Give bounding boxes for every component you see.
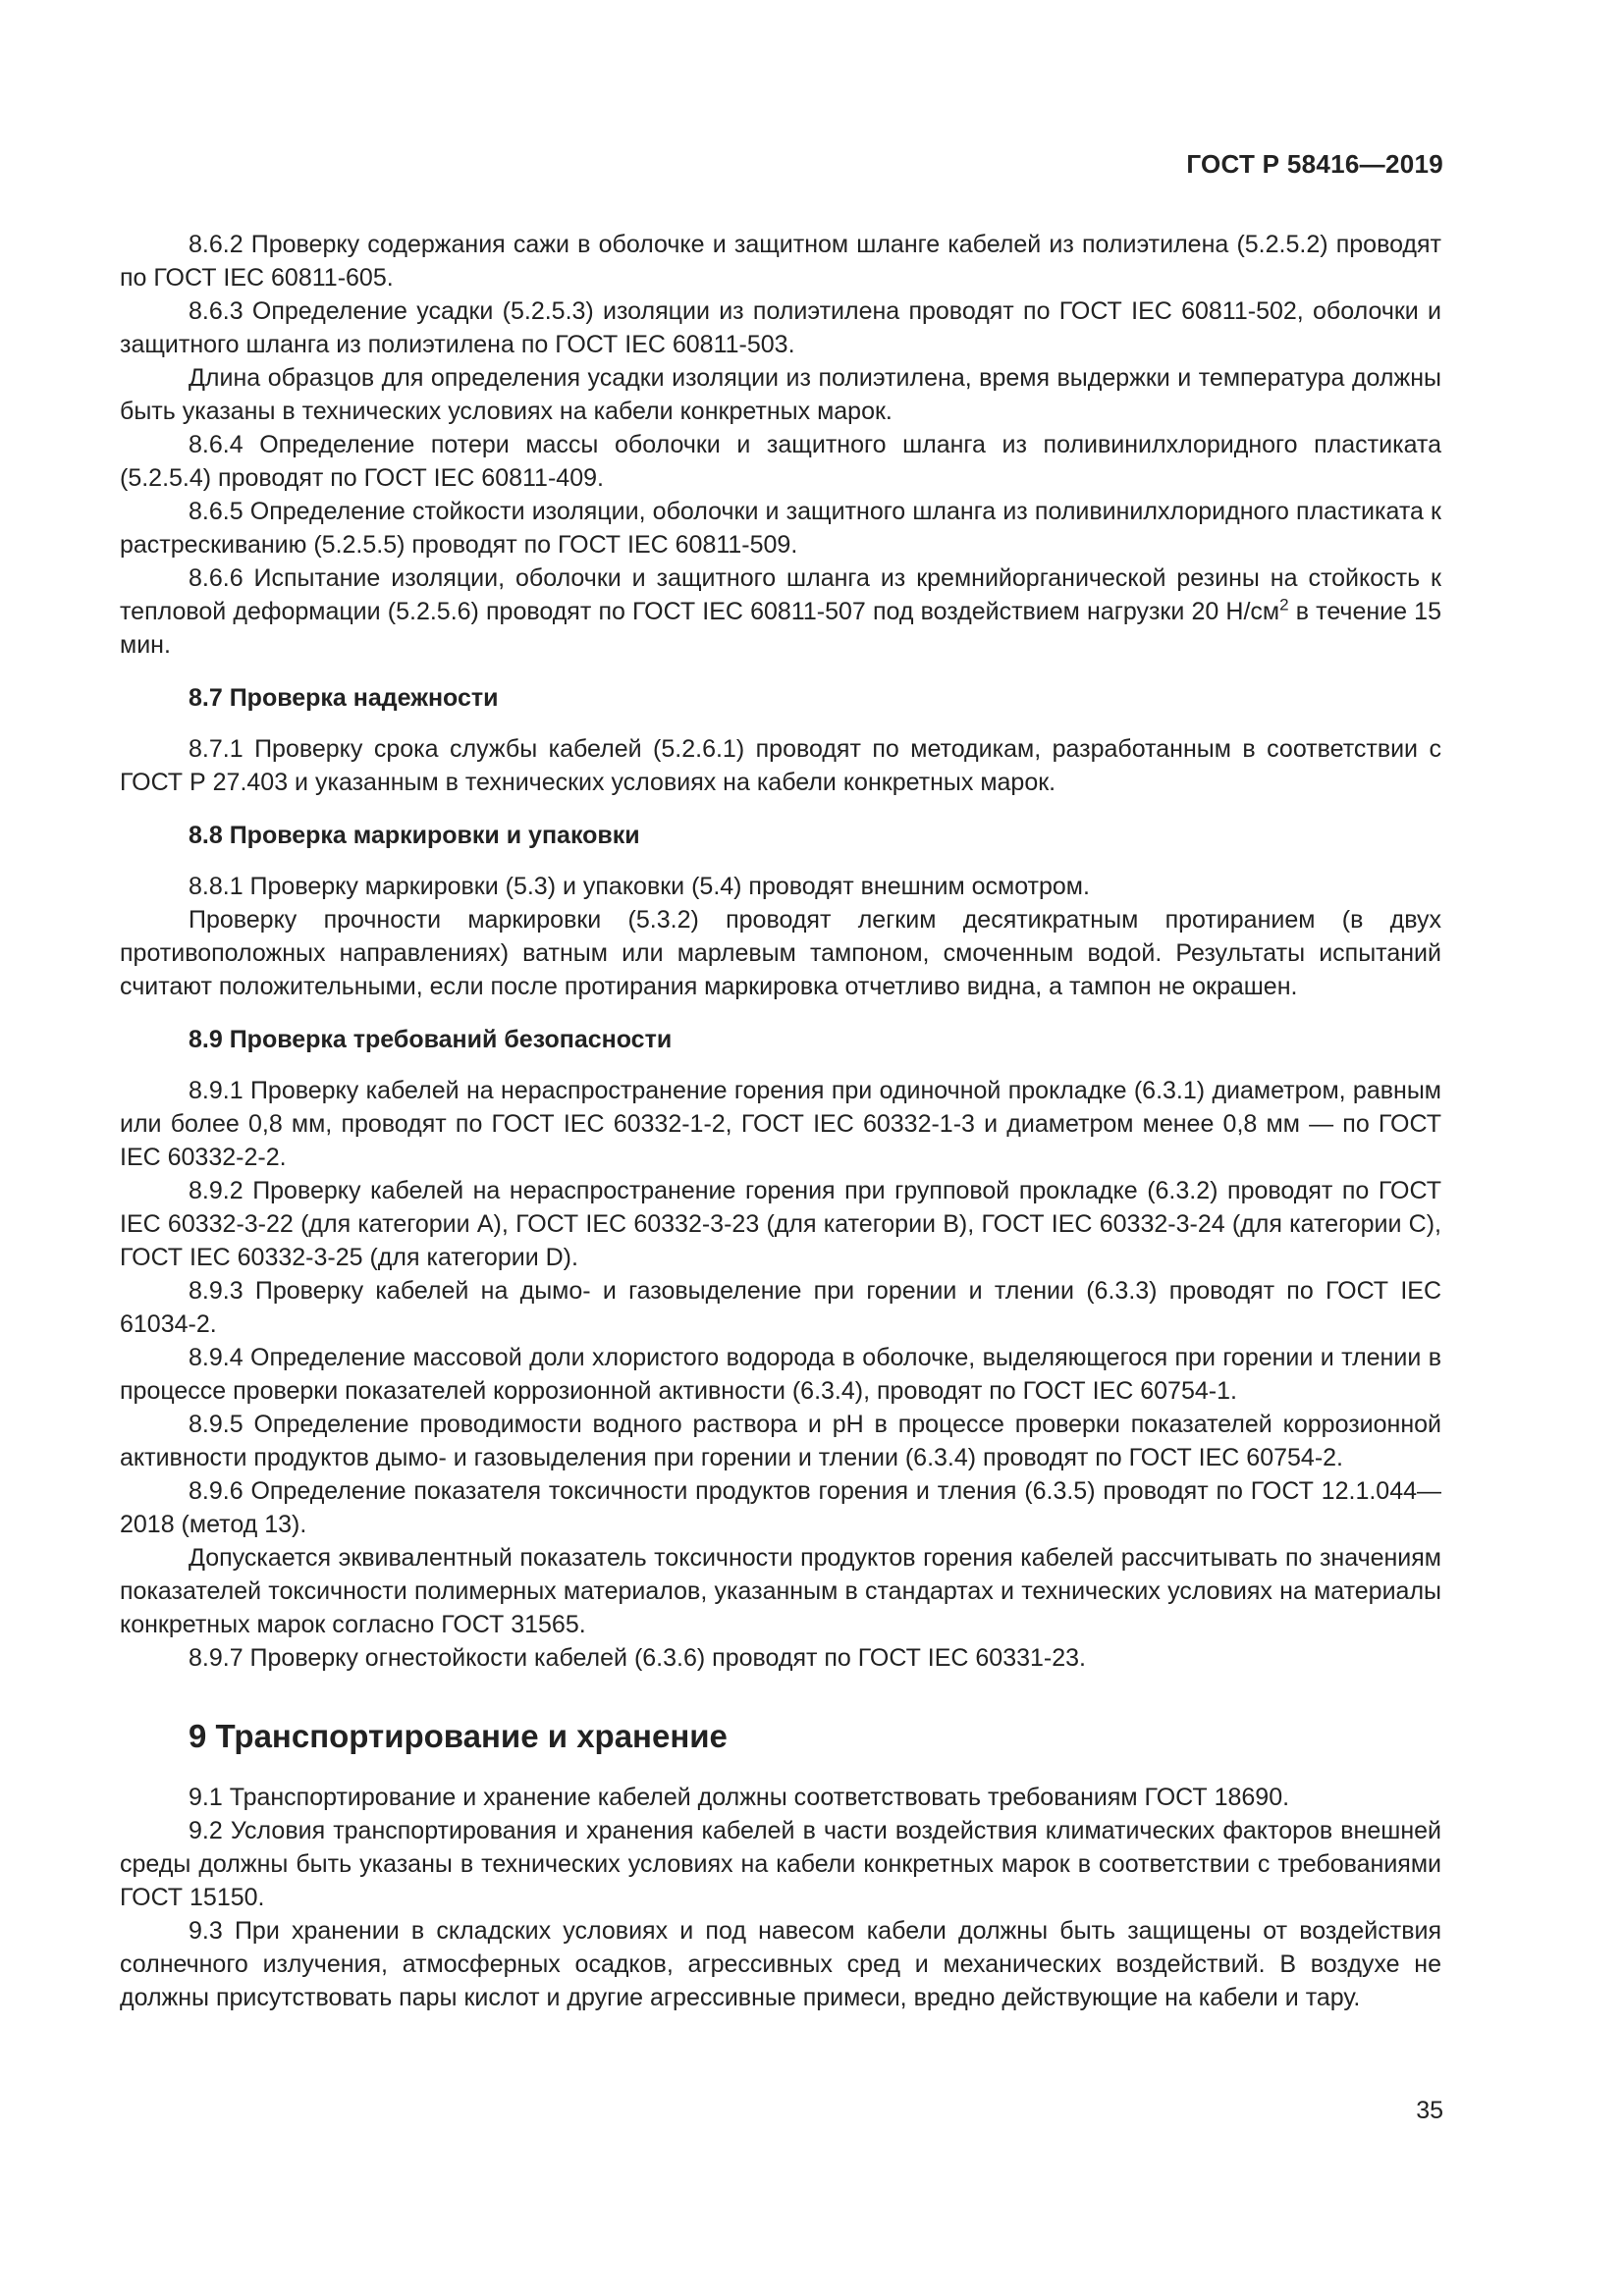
paragraph-8-6-2: 8.6.2 Проверку содержания сажи в оболочке и защитном шланге кабелей из полиэтилена (5.2.5.2) проводят по ГОСТ IEC 60811-605. bbox=[120, 231, 1441, 292]
page-number: 35 bbox=[1416, 2097, 1443, 2124]
paragraph-8-9-2: 8.9.2 Проверку кабелей на нераспространение горения при групповой прокладке (6.3.2) проводят по ГОСТ IEC 60332-3-22 (для категории А), ГОСТ IEC 60332-3-23 (для категории В), ГОСТ IEC 60332-3-24 (для категории С), ГОСТ IEC 60332-3-25 (для категории D). bbox=[120, 1177, 1441, 1271]
heading-8-8: 8.8 Проверка маркировки и упаковки bbox=[189, 822, 640, 849]
paragraph-8-9-4: 8.9.4 Определение массовой доли хлористого водорода в оболочке, выделяющегося при горении и тлении в процессе проверки показателей коррозионной активности (6.3.4), проводят по ГОСТ IEC 60754-1. bbox=[120, 1344, 1441, 1405]
paragraph-8-6-6-tail: в течение 15 мин. bbox=[120, 598, 1441, 659]
heading-8-7: 8.7 Проверка надежности bbox=[189, 684, 499, 712]
paragraph-8-9-6: 8.9.6 Определение показателя токсичности продуктов горения и тления (6.3.5) проводят по ГОСТ 12.1.044—2018 (метод 13). bbox=[120, 1477, 1441, 1538]
paragraph-8-6-6-text: 8.6.6 Испытание изоляции, оболочки и защитного шланга из кремнийорганической резины на стойкость к тепловой деформации (5.2.5.6) проводят по ГОСТ IEC 60811-507 под воздействием нагрузки 20 Н/см bbox=[120, 564, 1441, 625]
paragraph-marking-strength: Проверку прочности маркировки (5.3.2) проводят легким десятикратным протиранием (в двух противоположных направлениях) ватным или марлевым тампоном, смоченным водой. Результаты испытаний считают положительными, если после протирания маркировка отчетливо видна, а тампон не окрашен. bbox=[120, 906, 1441, 1000]
paragraph-8-6-5: 8.6.5 Определение стойкости изоляции, оболочки и защитного шланга из поливинилхлоридного пластиката к растрескиванию (5.2.5.5) проводят по ГОСТ IEC 60811-509. bbox=[120, 498, 1441, 559]
paragraph-8-9-1: 8.9.1 Проверку кабелей на нераспространение горения при одиночной прокладке (6.3.1) диаметром, равным или более 0,8 мм, проводят по ГОСТ IEC 60332-1-2, ГОСТ IEC 60332-1-3 и диаметром менее 0,8 мм — по ГОСТ IEC 60332-2-2. bbox=[120, 1077, 1441, 1171]
paragraph-toxicity-equivalent: Допускается эквивалентный показатель токсичности продуктов горения кабелей рассчитывать по значениям показателей токсичности полимерных материалов, указанным в стандартах и технических условиях на материалы конкретных марок согласно ГОСТ 31565. bbox=[120, 1544, 1441, 1638]
paragraph-8-8-1: 8.8.1 Проверку маркировки (5.3) и упаковки (5.4) проводят внешним осмотром. bbox=[189, 873, 1090, 900]
superscript-2: 2 bbox=[1279, 595, 1289, 614]
heading-section-9: 9 Транспортирование и хранение bbox=[189, 1718, 728, 1754]
paragraph-9-3: 9.3 При хранении в складских условиях и под навесом кабели должны быть защищены от воздействия солнечного излучения, атмосферных осадков, агрессивных сред и механических воздействий. В воздухе не должны присутствовать пары кислот и другие агрессивные примеси, вредно действующие на кабели и тару. bbox=[120, 1917, 1441, 2011]
document-code-header: ГОСТ Р 58416—2019 bbox=[1186, 149, 1443, 179]
paragraph-9-1: 9.1 Транспортирование и хранение кабелей должны соответствовать требованиям ГОСТ 18690. bbox=[189, 1784, 1290, 1811]
paragraph-shrinkage-samples: Длина образцов для определения усадки изоляции из полиэтилена, время выдержки и температура должны быть указаны в технических условиях на кабели конкретных марок. bbox=[120, 364, 1441, 425]
paragraph-8-6-6 bbox=[120, 561, 1441, 662]
paragraph-8-6-4: 8.6.4 Определение потери массы оболочки и защитного шланга из поливинилхлоридного пластиката (5.2.5.4) проводят по ГОСТ IEC 60811-409. bbox=[120, 431, 1441, 492]
paragraph-8-9-5: 8.9.5 Определение проводимости водного раствора и pH в процессе проверки показателей коррозионной активности продуктов дымо- и газовыделения при горении и тлении (6.3.4) проводят по ГОСТ IEC 60754-2. bbox=[120, 1411, 1441, 1471]
paragraph-8-6-3: 8.6.3 Определение усадки (5.2.5.3) изоляции из полиэтилена проводят по ГОСТ IEC 60811-502, оболочки и защитного шланга из полиэтилена по ГОСТ IEC 60811-503. bbox=[120, 297, 1441, 358]
paragraph-9-2: 9.2 Условия транспортирования и хранения кабелей в части воздействия климатических факторов внешней среды должны быть указаны в технических условиях на кабели конкретных марок в соответствии с требованиями ГОСТ 15150. bbox=[120, 1817, 1441, 1911]
paragraph-8-9-3: 8.9.3 Проверку кабелей на дымо- и газовыделение при горении и тлении (6.3.3) проводят по ГОСТ IEC 61034-2. bbox=[120, 1277, 1441, 1338]
document-body bbox=[120, 228, 1441, 2014]
heading-8-9: 8.9 Проверка требований безопасности bbox=[189, 1026, 673, 1053]
paragraph-8-7-1: 8.7.1 Проверку срока службы кабелей (5.2.6.1) проводят по методикам, разработанным в соответствии с ГОСТ Р 27.403 и указанным в технических условиях на кабели конкретных марок. bbox=[120, 735, 1441, 796]
paragraph-8-9-7: 8.9.7 Проверку огнестойкости кабелей (6.3.6) проводят по ГОСТ IEC 60331-23. bbox=[189, 1644, 1087, 1672]
